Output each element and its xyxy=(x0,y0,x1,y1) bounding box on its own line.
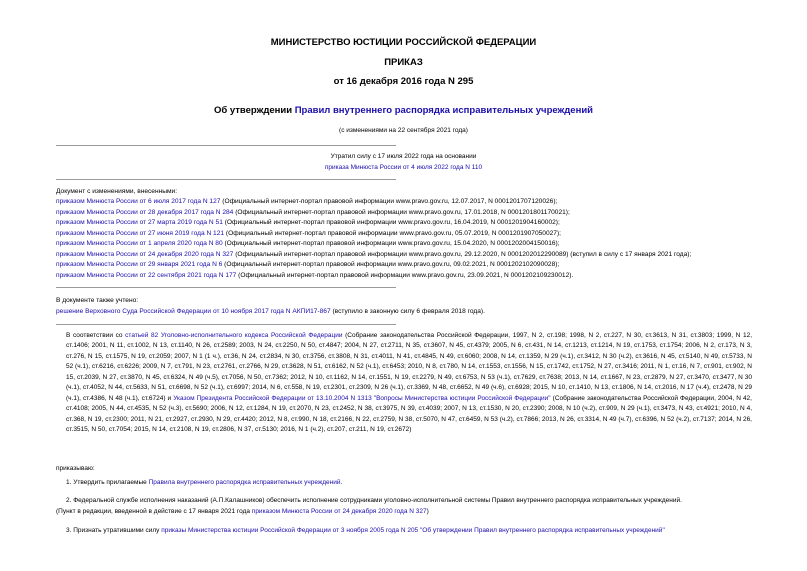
item-3-link[interactable]: приказы Министерства юстиции Российской Федерации от 3 ноября 2005 года N 205 "Об утверждении Правил внутреннего распорядка исправительных учреждений" xyxy=(161,527,665,534)
change-item-link[interactable]: приказом Минюста России от 22 сентября 2021 года N 177 xyxy=(56,271,237,279)
change-item xyxy=(56,218,756,229)
doc-title-link[interactable]: Правил внутреннего распорядка исправительных учреждений xyxy=(294,105,594,116)
item-2-note xyxy=(56,508,429,515)
change-item xyxy=(56,271,756,282)
preamble-start: В соответствии со xyxy=(66,332,126,339)
amended-note: (с изменениями на 22 сентября 2021 года) xyxy=(339,127,468,134)
change-item-link[interactable]: приказом Минюста России от 28 декабря 2017 года N 284 xyxy=(56,208,234,216)
also-item xyxy=(56,307,485,318)
change-item-link[interactable]: приказом Минюста России от 27 марта 2019 года N 51 xyxy=(56,219,223,226)
change-item-link[interactable]: приказом Минюста России от 1 апреля 2020 года N 80 xyxy=(56,240,223,247)
item-1-suffix: . xyxy=(340,479,343,486)
preamble-link-decree[interactable]: Указом Президента Российской Федерации от 13.10.2004 N 1313 "Вопросы Министерства юстиции Российской Федерации" xyxy=(173,394,551,402)
change-item-link[interactable]: приказом Минюста России от 29 января 2021 года N 6 xyxy=(56,261,223,268)
change-item-text: (Официальный интернет-портал правовой информации www.pravo.gov.ru, 09.02.2021, N 0001202102090028); xyxy=(222,261,560,268)
changes-list xyxy=(56,197,756,281)
item-2-note-link[interactable]: приказом Минюста России от 24 декабря 2020 года N 327 xyxy=(251,508,427,515)
change-item-text: (Официальный интернет-портал правовой информации www.pravo.gov.ru, 12.07.2017, N 0001201707120026); xyxy=(220,198,558,205)
change-item xyxy=(56,197,756,208)
also-heading: В документе также учтено: xyxy=(56,297,139,304)
doc-date-number: от 16 декабря 2016 года N 295 xyxy=(333,76,474,87)
item-3 xyxy=(66,527,752,534)
change-item xyxy=(56,239,756,250)
change-item xyxy=(56,250,756,261)
lost-force-link[interactable]: приказа Минюста России от 4 июля 2022 года N 110 xyxy=(324,164,483,171)
item-2-note-suffix: ) xyxy=(426,508,429,515)
ministry-heading: МИНИСТЕРСТВО ЮСТИЦИИ РОССИЙСКОЙ ФЕДЕРАЦИИ xyxy=(270,37,537,48)
doc-title-prefix: Об утверждении xyxy=(213,105,295,116)
preamble-mid: (Собрание законодательства Российской Федерации, 1997, N 2, ст.198; 1998, N 2, ст.227, N 30, ст.3613, N 31, ст.3803; 1999, N 12, ст.1406; 2001, N 11, ст.1002, N 13, ст.1140, N 26, ст.2589; 2003, N 24, ст.2250, N 50, ст.4847; 2004, N 27, ст.2711, N 35, ст.3607, N 45, ст.4379; 2005, N 6, ст.431, N 14, ст.1213, ст.1214, N 19, ст.1753, ст.1754; 2006, N 2, ст.173, N 3, ст.276, N 15, ст.1575, N 19, ст.2059; 2007, N 1 (1 ч.), ст.36, N 24, ст.2834, N 30, ст.3756, ст.3808, N 31, ст.4011, N 41, ст.4845, N 49, ст.6060; 2008, N 14, ст.1359, N 29 (ч.1), ст.3412, N 30 (ч.2), ст.3616, N 45, ст.5140, N 49, ст.5733, N 52 (ч.1), ст.6216, ст.6226; 2009, N 7, ст.791, N 23, ст.2761, ст.2766, N 29, ст.3628, N 51, ст.6162, N 52 (ч.1), ст.6453; 2010, N 8, ст.780, N 14, ст.1553, ст.1556, N 15, ст.1742, ст.1752, N 27, ст.3416; 2011, N 1, ст.16, N 7, ст.901, ст.902, N 15, ст.2039, N 27, ст.3870, N 45, ст.6324, N 49 (ч.5), ст.7056, N 50, ст.7362; 2012, N 10, ст.1162, N 14, ст.1551, N 19, ст.2279, N 49, ст.6753, N 53 (ч.1), ст.7629, ст.7638; 2013, N 14, ст.1667, N 23, ст.2879, N 27, ст.3470, ст.3477, N 30 (ч.1), ст.4052, N 44, ст.5633, N 51, ст.6698, N 52 (ч.1), ст.6997; 2014, N 6, ст.558, N 19, ст.2301, ст.2309, N 26 (ч.1), ст.3369, N 48, ст.6652, N 49 (ч.6), ст.6928; 2015, N 10, ст.1410, N 13, ст.1806, N 14, ст.2016, N 17 (ч.4), ст.2478, N 29 (ч.1), ст.4386, N 48 (ч.1), ст.6724) и xyxy=(66,332,752,402)
change-item-link[interactable]: приказом Минюста России от 24 декабря 2020 года N 327 xyxy=(56,250,234,258)
change-item xyxy=(56,208,756,219)
change-item-text: (Официальный интернет-портал правовой информации www.pravo.gov.ru, 16.04.2019, N 0001201904160002); xyxy=(222,219,560,226)
change-item-text: (Официальный интернет-портал правовой информации www.pravo.gov.ru, 05.07.2019, N 0001201907050027); xyxy=(224,229,561,237)
item-1-prefix: 1. Утвердить прилагаемые xyxy=(66,479,149,486)
also-text: (вступило в законную силу 6 февраля 2018 года). xyxy=(330,308,485,315)
preamble-link-code[interactable]: статьей 82 Уголовно-исполнительного кодекса Российской Федерации xyxy=(125,332,343,339)
doc-title xyxy=(0,105,807,116)
item-1 xyxy=(66,479,342,486)
divider xyxy=(56,287,396,288)
lost-force-text: Утратил силу с 17 июля 2022 года на основании xyxy=(330,153,477,160)
preamble-paragraph xyxy=(66,331,752,436)
change-item-link[interactable]: приказом Минюста России от 6 июля 2017 года N 127 xyxy=(56,198,221,205)
item-1-link[interactable]: Правила внутреннего распорядка исправительных учреждений xyxy=(148,479,341,486)
change-item-text: (Официальный интернет-портал правовой информации www.pravo.gov.ru, 17.01.2018, N 0001201801170021); xyxy=(233,208,570,216)
order-word: приказываю: xyxy=(56,465,95,472)
change-item xyxy=(56,229,756,240)
doc-type-heading: ПРИКАЗ xyxy=(384,57,423,68)
changes-heading: Документ с изменениями, внесенными: xyxy=(56,188,178,195)
divider xyxy=(56,179,396,180)
change-item-link[interactable]: приказом Минюста России от 27 июня 2019 года N 121 xyxy=(56,229,225,237)
also-link[interactable]: решение Верховного Суда Российской Федерации от 10 ноября 2017 года N АКПИ17-867 xyxy=(56,308,331,315)
divider xyxy=(56,145,396,146)
change-item-text: (Официальный интернет-портал правовой информации www.pravo.gov.ru, 29.12.2020, N 0001202012290089) (вступил в силу с 17 января 2021 года); xyxy=(233,250,692,258)
change-item-text: (Официальный интернет-портал правовой информации www.pravo.gov.ru, 23.09.2021, N 0001202109230012). xyxy=(236,271,574,279)
preamble-end: (Собрание законодательства Российской Федерации, 2004, N 42, ст.4108; 2005, N 44, ст.4535, N 52 (ч.3), ст.5690; 2006, N 12, ст.1284, N 19, ст.2070, N 23, ст.2452, N 38, ст.3975, N 39, ст.4039; 2007, N 13, ст.1530, N 20, ст.2390; 2008, N 10 (ч.2), ст.909, N 29 (ч.1), ст.3473, N 43, ст.4921; 2010, N 4, ст.368, N 19, ст.2300; 2011, N 21, ст.2927, ст.2930, N 29, ст.4420; 2012, N 8, ст.990, N 18, ст.2166, N 22, ст.2759, N 38, ст.5070, N 47, ст.6459, N 53 (ч.2), ст.7866; 2013, N 26, ст.3314, N 49 (ч.7), ст.6396, N 52 (ч.2), ст.7137; 2014, N 26, ст.3515, N 50, ст.7054; 2015, N 14, ст.2108, N 19, ст.2806, N 37, ст.5130; 2016, N 1 (ч.2), ст.207, ст.211, N 19, ст.2672) xyxy=(66,394,752,434)
item-2: 2. Федеральной службе исполнения наказаний (А.П.Калашников) обеспечить исполнение сотрудниками уголовно-исполнительной системы Правил внутреннего распорядка исправительных учреждений. xyxy=(66,497,682,504)
divider xyxy=(56,324,396,325)
item-3-prefix: 3. Признать утратившими силу xyxy=(66,527,162,534)
item-2-note-prefix: (Пункт в редакции, введенной в действие с 17 января 2021 года xyxy=(56,508,252,515)
change-item-text: (Официальный интернет-портал правовой информации www.pravo.gov.ru, 15.04.2020, N 0001202004150016); xyxy=(222,240,560,247)
change-item xyxy=(56,260,756,271)
